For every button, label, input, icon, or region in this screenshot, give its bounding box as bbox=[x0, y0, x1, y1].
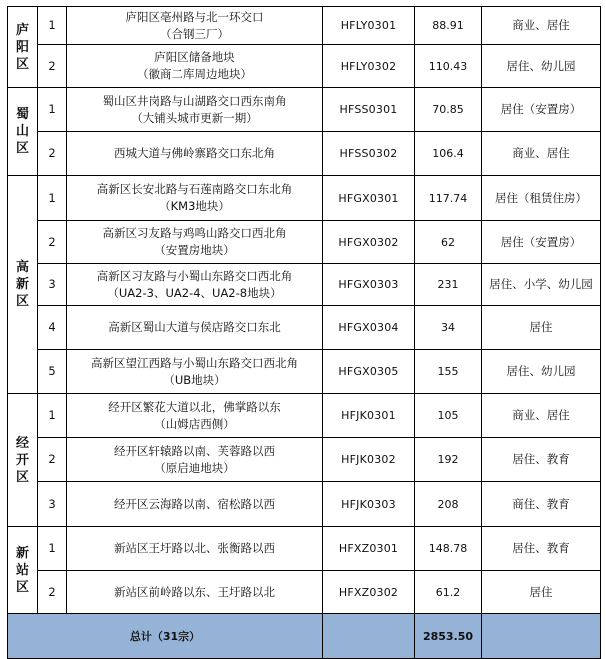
location-cell: 高新区长安北路与石莲南路交口东北角 （KM3地块） bbox=[67, 176, 323, 221]
land-use: 居住（安置房） bbox=[482, 221, 601, 264]
land-use: 商住、教育 bbox=[482, 482, 601, 527]
land-parcel-table bbox=[7, 6, 601, 659]
table-row bbox=[8, 571, 601, 614]
table-row bbox=[8, 306, 601, 350]
district-cell-gaoxin: 高 新 区 bbox=[8, 176, 38, 394]
parcel-code: HFGX0303 bbox=[323, 264, 415, 306]
location-cell: 经开区云海路以南、宿松路以西 bbox=[67, 482, 323, 527]
row-number: 1 bbox=[38, 527, 67, 571]
location-cell: 高新区蜀山大道与侯店路交口东北 bbox=[67, 306, 323, 350]
row-number: 3 bbox=[38, 482, 67, 527]
area-value: 192 bbox=[415, 438, 482, 482]
location-cell: 庐阳区亳州路与北一环交口 （合钢三厂） bbox=[67, 7, 323, 45]
area-value: 231 bbox=[415, 264, 482, 306]
row-number: 2 bbox=[38, 45, 67, 88]
location-cell: 经开区繁花大道以北，佛掌路以东 （山姆店西侧） bbox=[67, 394, 323, 438]
land-use: 居住、小学、幼儿园 bbox=[482, 264, 601, 306]
total-code-blank bbox=[323, 614, 415, 659]
area-value: 155 bbox=[415, 350, 482, 394]
district-cell-luyang: 庐 阳 区 bbox=[8, 7, 38, 88]
district-cell-jingkai: 经 开 区 bbox=[8, 394, 38, 527]
land-use: 居住、幼儿园 bbox=[482, 45, 601, 88]
land-use: 商业、居住 bbox=[482, 7, 601, 45]
area-value: 106.4 bbox=[415, 132, 482, 176]
land-use: 居住、幼儿园 bbox=[482, 350, 601, 394]
land-use: 居住（安置房） bbox=[482, 88, 601, 132]
parcel-code: HFSS0301 bbox=[323, 88, 415, 132]
row-number: 1 bbox=[38, 176, 67, 221]
table-row bbox=[8, 438, 601, 482]
table-row bbox=[8, 264, 601, 306]
row-number: 2 bbox=[38, 571, 67, 614]
land-use: 商业、居住 bbox=[482, 132, 601, 176]
table-row bbox=[8, 88, 601, 132]
row-number: 1 bbox=[38, 88, 67, 132]
row-number: 5 bbox=[38, 350, 67, 394]
location-cell: 庐阳区储备地块 （徽商二库周边地块） bbox=[67, 45, 323, 88]
location-cell: 新站区前岭路以东、王圩路以北 bbox=[67, 571, 323, 614]
land-use: 居住 bbox=[482, 306, 601, 350]
parcel-code: HFXZ0301 bbox=[323, 527, 415, 571]
table-row bbox=[8, 45, 601, 88]
location-cell: 新站区王圩路以北、张衡路以西 bbox=[67, 527, 323, 571]
location-cell: 高新区习友路与鸡鸣山路交口西北角 （安置房地块） bbox=[67, 221, 323, 264]
land-use: 居住 bbox=[482, 571, 601, 614]
row-number: 3 bbox=[38, 264, 67, 306]
land-use: 商业、居住 bbox=[482, 394, 601, 438]
district-cell-shushan: 蜀 山 区 bbox=[8, 88, 38, 176]
area-value: 88.91 bbox=[415, 7, 482, 45]
area-value: 117.74 bbox=[415, 176, 482, 221]
table-row bbox=[8, 132, 601, 176]
table-row bbox=[8, 482, 601, 527]
table-row bbox=[8, 394, 601, 438]
total-row bbox=[8, 614, 601, 659]
area-value: 61.2 bbox=[415, 571, 482, 614]
area-value: 70.85 bbox=[415, 88, 482, 132]
parcel-code: HFGX0304 bbox=[323, 306, 415, 350]
parcel-code: HFGX0301 bbox=[323, 176, 415, 221]
land-use: 居住、教育 bbox=[482, 438, 601, 482]
parcel-code: HFLY0302 bbox=[323, 45, 415, 88]
area-value: 34 bbox=[415, 306, 482, 350]
location-cell: 蜀山区井岗路与山湖路交口西东南角 （大铺头城市更新一期） bbox=[67, 88, 323, 132]
area-value: 208 bbox=[415, 482, 482, 527]
parcel-code: HFJK0301 bbox=[323, 394, 415, 438]
table-row bbox=[8, 7, 601, 45]
area-value: 148.78 bbox=[415, 527, 482, 571]
row-number: 1 bbox=[38, 7, 67, 45]
total-label: 总计（31宗） bbox=[8, 614, 323, 659]
table-row bbox=[8, 176, 601, 221]
land-use: 居住、教育 bbox=[482, 527, 601, 571]
row-number: 4 bbox=[38, 306, 67, 350]
parcel-code: HFXZ0302 bbox=[323, 571, 415, 614]
row-number: 2 bbox=[38, 221, 67, 264]
location-cell: 西城大道与佛岭寨路交口东北角 bbox=[67, 132, 323, 176]
total-use-blank bbox=[482, 614, 601, 659]
parcel-code: HFJK0303 bbox=[323, 482, 415, 527]
land-use: 居住（租赁住房） bbox=[482, 176, 601, 221]
area-value: 62 bbox=[415, 221, 482, 264]
parcel-code: HFJK0302 bbox=[323, 438, 415, 482]
district-cell-xinzhan: 新 站 区 bbox=[8, 527, 38, 614]
row-number: 2 bbox=[38, 132, 67, 176]
location-cell: 高新区望江西路与小蜀山东路交口西北角 （UB地块） bbox=[67, 350, 323, 394]
parcel-code: HFGX0302 bbox=[323, 221, 415, 264]
area-value: 110.43 bbox=[415, 45, 482, 88]
table-row bbox=[8, 350, 601, 394]
location-cell: 高新区习友路与小蜀山东路交口西北角 （UA2-3、UA2-4、UA2-8地块） bbox=[67, 264, 323, 306]
total-area: 2853.50 bbox=[415, 614, 482, 659]
area-value: 105 bbox=[415, 394, 482, 438]
row-number: 2 bbox=[38, 438, 67, 482]
table-row bbox=[8, 527, 601, 571]
parcel-code: HFLY0301 bbox=[323, 7, 415, 45]
table-row bbox=[8, 221, 601, 264]
parcel-code: HFSS0302 bbox=[323, 132, 415, 176]
parcel-code: HFGX0305 bbox=[323, 350, 415, 394]
row-number: 1 bbox=[38, 394, 67, 438]
location-cell: 经开区轩辕路以南、芙蓉路以西 （原启迪地块） bbox=[67, 438, 323, 482]
